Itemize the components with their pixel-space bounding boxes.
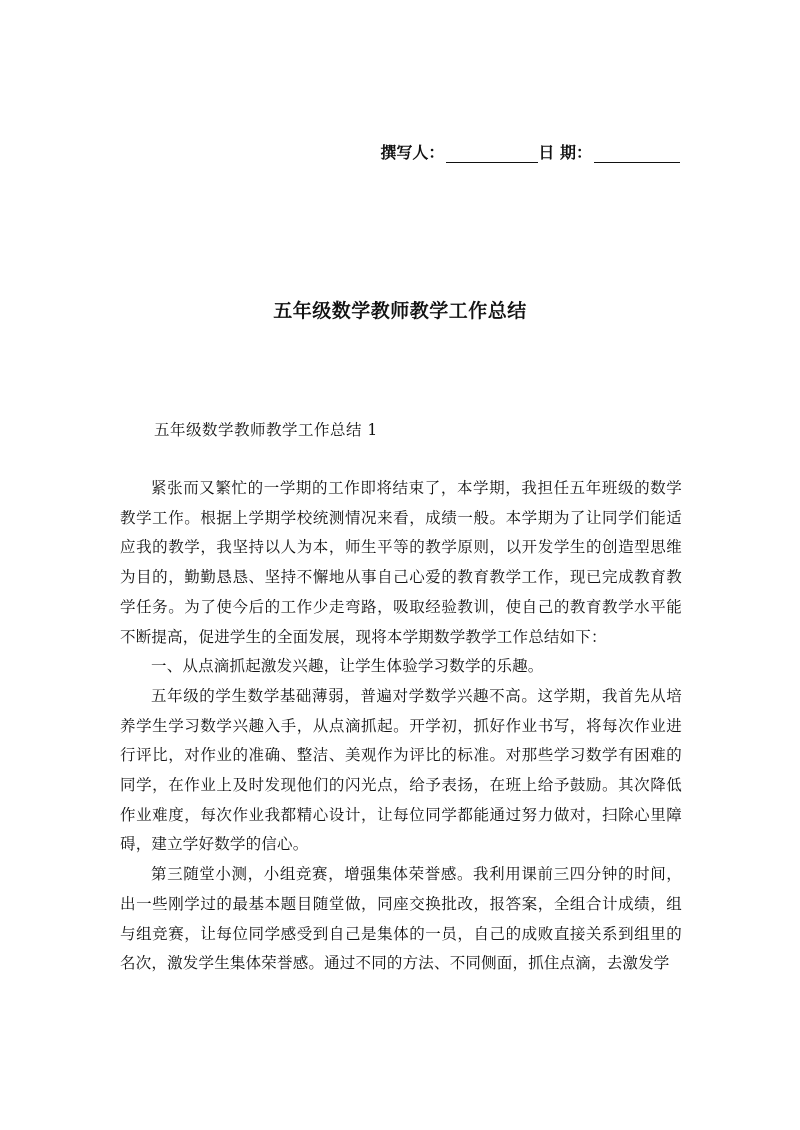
paragraph-point-one: 一、从点滴抓起激发兴趣，让学生体验学习数学的乐趣。	[151, 657, 544, 676]
document-title: 五年级数学教师教学工作总结	[273, 300, 527, 322]
document-body	[120, 474, 682, 979]
section-heading: 五年级数学教师教学工作总结 1	[154, 421, 378, 439]
author-date-line	[380, 140, 680, 163]
paragraph-quiz: 第三随堂小测，小组竞赛，增强集体荣誉感。我利用课前三四分钟的时间，出一些刚学过的最基本题目随堂做，同座交换批改，报答案，全组合计成绩，组与组竞赛，让每位同学感受到自己是集体的一员，自己的成败直接关系到组里的名次，激发学生集体荣誉感。通过不同的方法、不同侧面，抓住点滴，去激发学	[120, 865, 682, 973]
paragraph-intro: 紧张而又繁忙的一学期的工作即将结束了，本学期，我担任五年班级的数学教学工作。根据上学期学校统测情况来看，成绩一般。本学期为了让同学们能适应我的教学，我坚持以人为本，师生平等的教学原则，以开发学生的创造型思维为目的，勤勤恳恳、坚持不懈地从事自己心爱的教育教学工作，现已完成教育教学任务。为了使今后的工作少走弯路，吸取经验教训，使自己的教育教学水平能不断提高，促进学生的全面发展，现将本学期数学教学工作总结如下：	[120, 479, 682, 646]
date-blank-line	[594, 146, 680, 163]
paragraph-interest: 五年级的学生数学基础薄弱，普遍对学数学兴趣不高。这学期，我首先从培养学生学习数学兴趣入手，从点滴抓起。开学初，抓好作业书写，将每次作业进行评比，对作业的准确、整洁、美观作为评比的标准。对那些学习数学有困难的同学，在作业上及时发现他们的闪光点，给予表扬，在班上给予鼓励。其次降低作业难度，每次作业我都精心设计，让每位同学都能通过努力做对，扫除心里障碍，建立学好数学的信心。	[120, 686, 682, 854]
author-blank-line	[446, 146, 538, 163]
author-label: 撰写人：	[380, 143, 445, 162]
date-label: 日 期：	[538, 143, 592, 162]
